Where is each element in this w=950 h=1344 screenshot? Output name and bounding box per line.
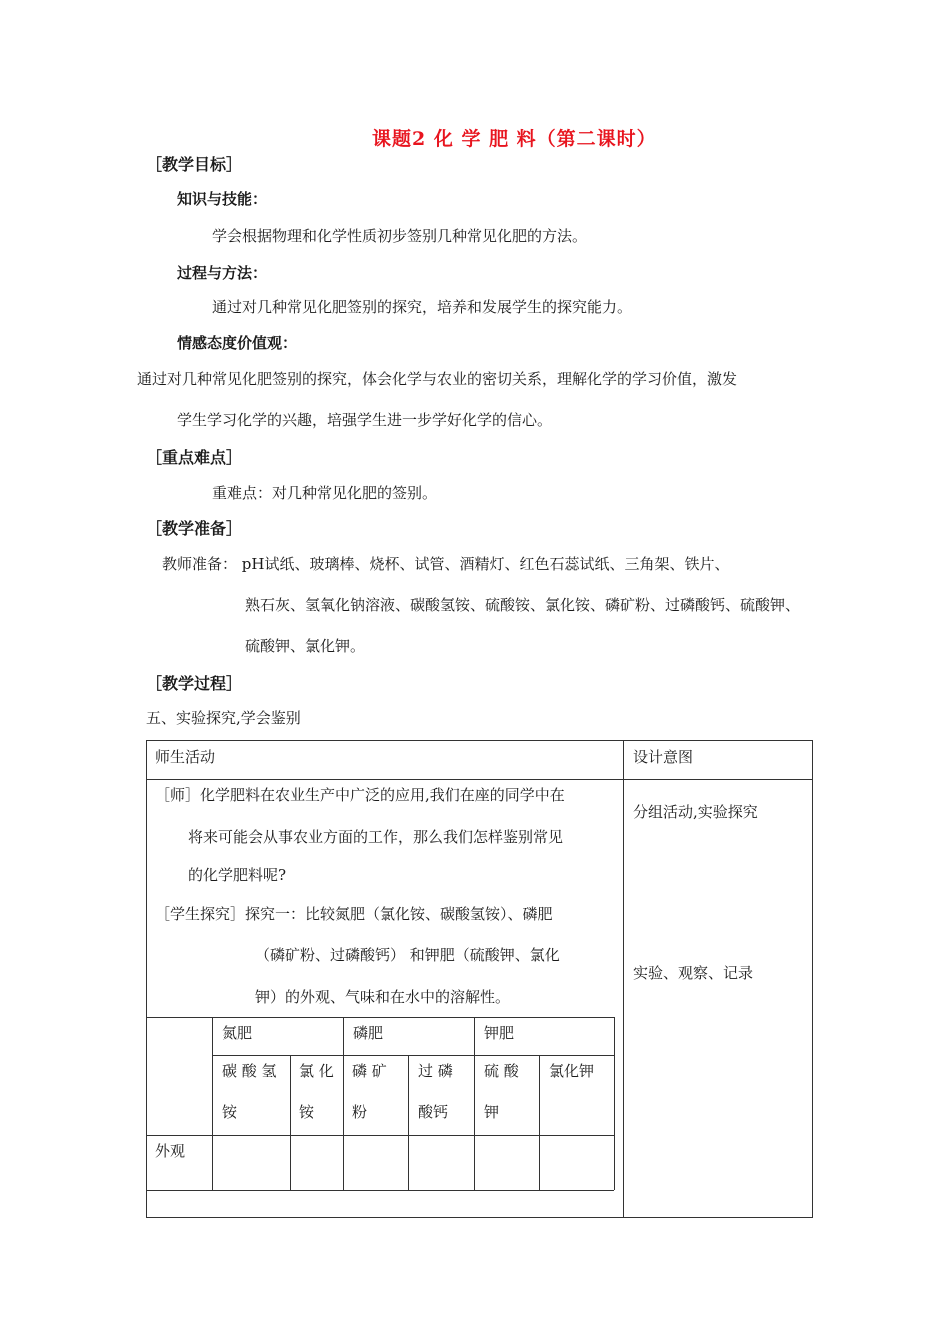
group-potassium: 钾肥: [484, 1024, 515, 1042]
item-phosphate-rock-line2: 粉: [352, 1103, 368, 1121]
emotion-label: 情感态度价值观：: [177, 334, 298, 352]
item-potassium-sulfate-line1: 硫 酸: [484, 1062, 519, 1080]
col-header-intent: 设计意图: [633, 748, 694, 766]
student-text-line1: ［学生探究］探究一：比较氮肥（氯化铵、碳酸氢铵）、磷肥: [155, 905, 553, 923]
key-points-text: 重难点：对几种常见化肥的签别。: [212, 484, 438, 502]
item-superphosphate-line1: 过 磷: [418, 1062, 453, 1080]
preparation-line3: 硫酸钾、氯化钾。: [245, 637, 366, 655]
item-potassium-sulfate-line2: 钾: [484, 1103, 500, 1121]
intent-text-2: 实验、观察、记录: [633, 964, 754, 982]
item-ammonium-chloride-line2: 铵: [299, 1103, 315, 1121]
emotion-text-line2: 学生学习化学的兴趣，培强学生进一步学好化学的信心。: [177, 411, 553, 429]
item-superphosphate-line2: 酸钙: [418, 1103, 449, 1121]
page-title: 课题2 化 学 肥 料（第二课时）: [372, 128, 657, 150]
knowledge-label: 知识与技能：: [177, 190, 268, 208]
process-section-title: 五、实验探究,学会鉴别: [146, 709, 301, 727]
item-potassium-chloride: 氯化钾: [549, 1062, 595, 1080]
teacher-text-line1: ［师］化学肥料在农业生产中广泛的应用,我们在座的同学中在: [155, 786, 565, 804]
row-label-appearance: 外观: [155, 1142, 186, 1160]
process-label: 过程与方法：: [177, 264, 268, 282]
item-ammonium-bicarbonate-line1: 碳 酸 氢: [222, 1062, 277, 1080]
item-ammonium-chloride-line1: 氯 化: [299, 1062, 334, 1080]
col-header-activity: 师生活动: [155, 748, 216, 766]
teacher-text-line2: 将来可能会从事农业方面的工作，那么我们怎样鉴别常见: [188, 828, 564, 846]
preparation-line2: 熟石灰、氢氧化钠溶液、碳酸氢铵、硫酸铵、氯化铵、磷矿粉、过磷酸钙、硫酸钾、: [245, 596, 801, 614]
preparation-heading: ［教学准备］: [146, 519, 243, 538]
student-text-line2: （磷矿粉、过磷酸钙） 和钾肥（硫酸钾、氯化: [255, 946, 560, 964]
student-text-line3: 钾）的外观、气味和在水中的溶解性。: [255, 988, 511, 1006]
key-points-heading: ［重点难点］: [146, 448, 243, 467]
emotion-text-line1: 通过对几种常见化肥签别的探究，体会化学与农业的密切关系，理解化学的学习价值，激发: [137, 370, 738, 388]
objectives-heading: ［教学目标］: [146, 155, 243, 174]
process-text: 通过对几种常见化肥签别的探究，培养和发展学生的探究能力。: [212, 298, 633, 316]
process-heading: ［教学过程］: [146, 674, 243, 693]
preparation-line1: 教师准备： pH试纸、玻璃棒、烧杯、试管、酒精灯、红色石蕊试纸、三角架、铁片、: [162, 555, 730, 573]
group-nitrogen: 氮肥: [222, 1024, 253, 1042]
knowledge-text: 学会根据物理和化学性质初步签别几种常见化肥的方法。: [212, 227, 588, 245]
group-phosphorus: 磷肥: [353, 1024, 384, 1042]
teacher-text-line3: 的化学肥料呢?: [188, 866, 287, 884]
item-phosphate-rock-line1: 磷 矿: [352, 1062, 387, 1080]
intent-text-1: 分组活动,实验探究: [633, 803, 758, 821]
item-ammonium-bicarbonate-line2: 铵: [222, 1103, 238, 1121]
